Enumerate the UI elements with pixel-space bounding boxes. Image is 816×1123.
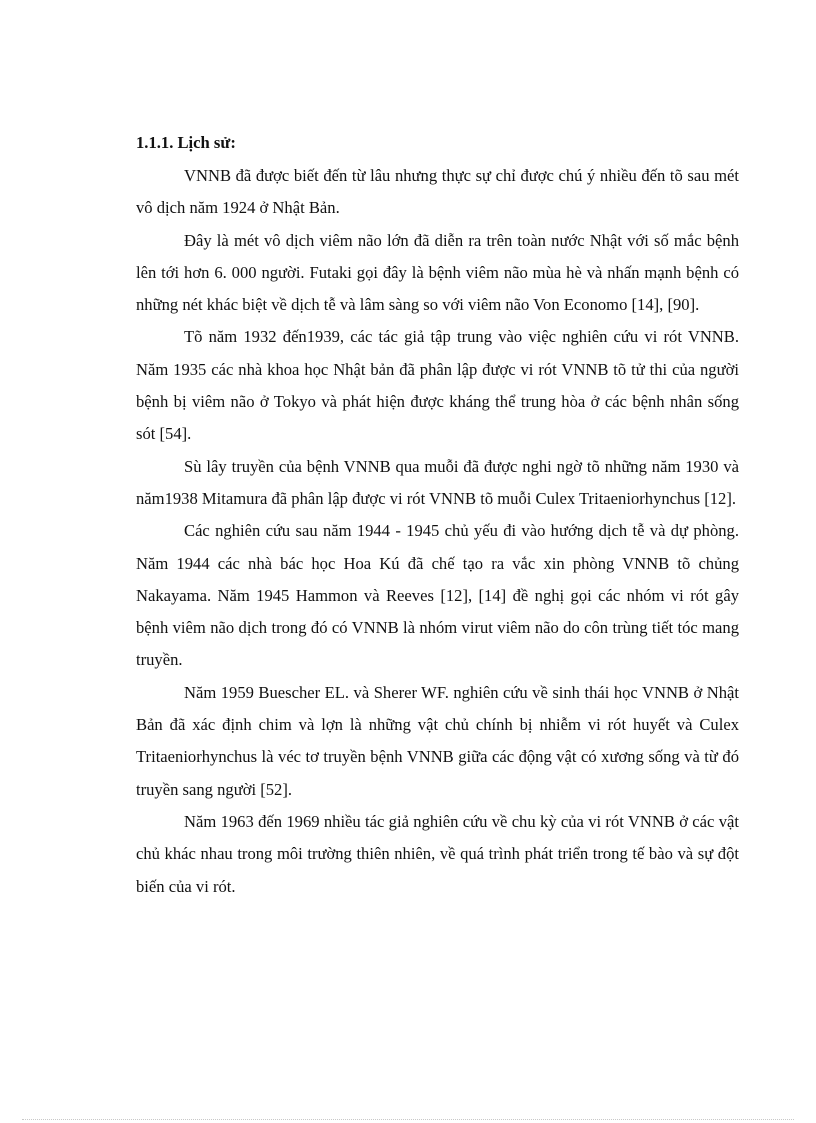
- page-bottom-divider: [22, 1119, 794, 1120]
- paragraph-2: Đây là mét vô dịch viêm não lớn đã diễn ra trên toàn nước Nhật với số mắc bệnh lên tới hơn 6. 000 người. Futaki gọi đây là bệnh viêm não mùa hè và nhấn mạnh bệnh có những nét khác biệt về dịch tễ và lâm sàng so với viêm não Von Economo [14], [90].: [136, 230, 739, 315]
- paragraph-7: Năm 1963 đến 1969 nhiều tác giả nghiên cứu về chu kỳ của vi rót VNNB ở các vật chủ khác nhau trong môi trường thiên nhiên, về quá trình phát triển trong tế bào và sự đột biến của vi rót.: [136, 811, 739, 896]
- paragraph-4: Sù lây truyền của bệnh VNNB qua muỗi đã được nghi ngờ tõ những năm 1930 và năm1938 Mitamura đã phân lập được vi rót VNNB tõ muỗi Culex Tritaeniorhynchus [12].: [136, 456, 739, 508]
- paragraph-3: Tõ năm 1932 đến1939, các tác giả tập trung vào việc nghiên cứu vi rót VNNB. Năm 1935 các nhà khoa học Nhật bản đã phân lập được vi rót VNNB tõ tử thi của người bệnh bị viêm não ở Tokyo và phát hiện được kháng thể trung hòa ở các bệnh nhân sống sót [54].: [136, 327, 739, 444]
- paragraph-1: VNNB đã được biết đến từ lâu nhưng thực sự chỉ được chú ý nhiều đến tõ sau mét vô dịch năm 1924 ở Nhật Bản.: [136, 166, 739, 218]
- paragraph-6: Năm 1959 Buescher EL. và Sherer WF. nghiên cứu về sinh thái học VNNB ở Nhật Bản đã xác định chim và lợn là những vật chủ chính bị nhiễm vi rót huyết và Culex Tritaeniorhynchus là véc tơ truyền bệnh VNNB giữa các động vật có xương sống và từ đó truyền sang người [52].: [136, 682, 739, 799]
- paragraph-5: Các nghiên cứu sau năm 1944 - 1945 chủ yếu đi vào hướng dịch tễ và dự phòng. Năm 1944 các nhà bác học Hoa Kú đã chế tạo ra vắc xin phòng VNNB tõ chủng Nakayama. Năm 1945 Hammon và Reeves [12], [14] đề nghị gọi các nhóm vi rót gây bệnh viêm não dịch trong đó có VNNB là nhóm virut viêm não do côn trùng tiết tóc mang truyền.: [136, 521, 739, 670]
- body-text: [136, 160, 739, 903]
- section-heading: 1.1.1. Lịch sử:: [136, 133, 236, 152]
